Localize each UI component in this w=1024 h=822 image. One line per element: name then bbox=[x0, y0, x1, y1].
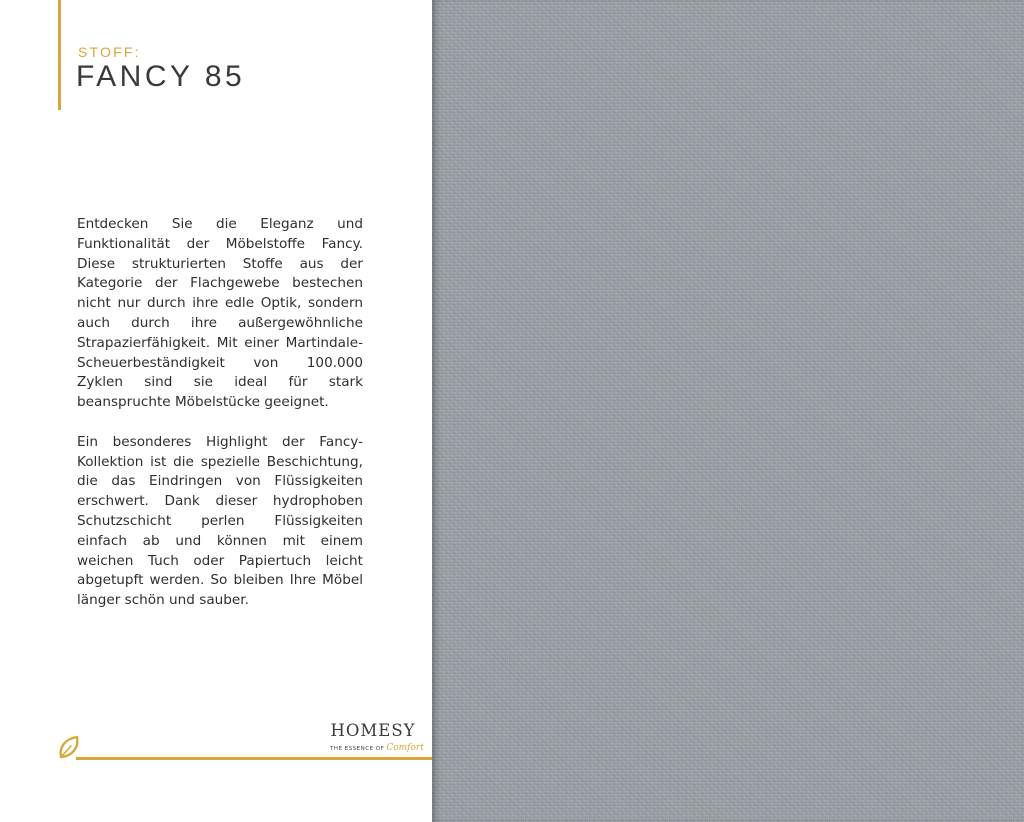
accent-bar bbox=[58, 0, 61, 110]
text-panel bbox=[0, 0, 432, 822]
description bbox=[77, 215, 363, 631]
description-paragraph-1: Entdecken Sie die Eleganz und Funktionalität der Möbelstoffe Fancy. Diese strukturierten Stoffe aus der Kategorie der Flachgewebe bestechen nicht nur durch ihre edle Optik, sondern auch durch ihre außergewöhnliche Strapazierfähigkeit. Mit einer Martindale-Scheuerbeständigkeit von 100.000 Zyklen sind sie ideal für stark beanspruchte Möbelstücke geeignet. bbox=[77, 216, 363, 411]
logo-wordmark: HOMESY bbox=[330, 721, 416, 740]
fabric-title: FANCY 85 bbox=[76, 60, 246, 93]
homesy-logo bbox=[330, 721, 424, 755]
logo-tagline bbox=[330, 740, 424, 755]
logo-script-text: Comfort bbox=[386, 743, 424, 753]
fabric-label: STOFF: bbox=[78, 44, 141, 60]
logo-tagline-text: THE ESSENCE OF bbox=[330, 746, 385, 752]
description-paragraph-2: Ein besonderes Highlight der Fancy-Kollektion ist die spezielle Beschichtung, die das Eindringen von Flüssigkeiten erschwert. Dank dieser hydrophoben Schutzschicht perlen Flüssigkeiten einfach ab und können mit einem weichen Tuch oder Papiertuch leicht abgetupft werden. So bleiben Ihre Möbel länger schön und sauber. bbox=[77, 433, 363, 609]
fabric-swatch-image bbox=[432, 0, 1024, 822]
footer-divider bbox=[76, 757, 432, 760]
